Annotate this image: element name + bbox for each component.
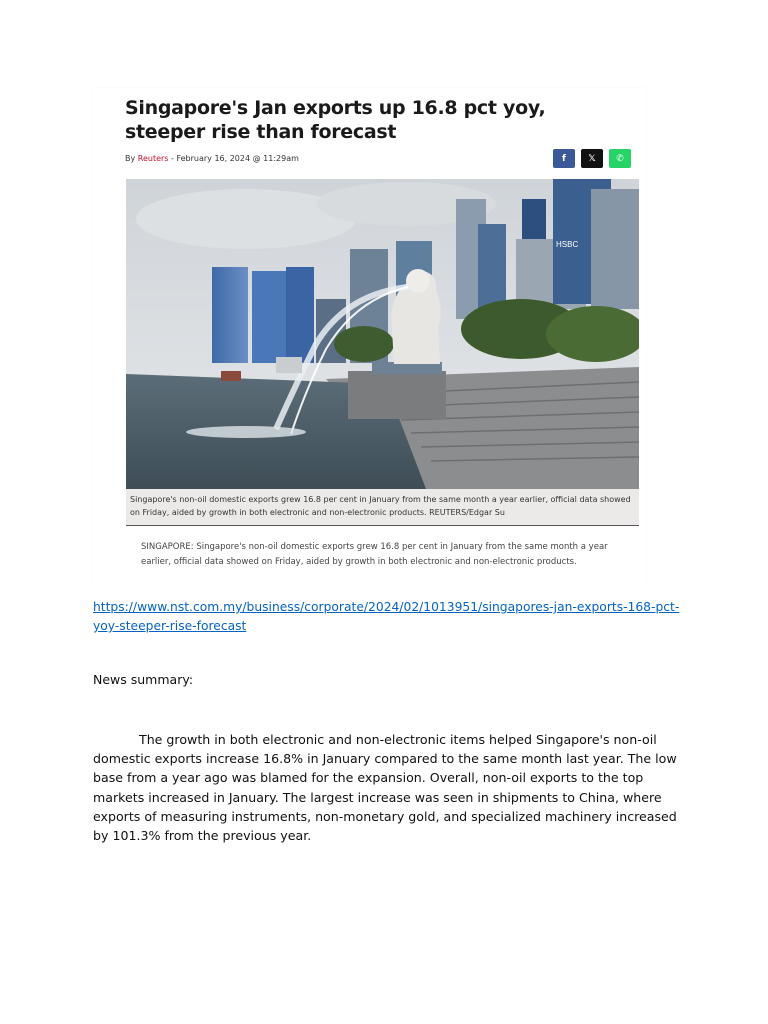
share-buttons xyxy=(553,149,631,168)
whatsapp-icon: ✆ xyxy=(616,153,624,164)
source-link[interactable]: https://www.nst.com.my/business/corporate/2024/02/1013951/singapores-jan-exports-168-pct-yoy-steeper-rise-forecast xyxy=(93,600,680,633)
article-byline xyxy=(125,154,299,163)
article-screenshot xyxy=(93,88,646,588)
x-icon: 𝕏 xyxy=(588,153,596,164)
summary-paragraph: The growth in both electronic and non-electronic items helped Singapore's non-oil domestic exports increase 16.8% in January compared to the same month last year. The low base from a year ago was blamed for the expansion. Overall, non-oil exports to the top markets increased in January. The largest increase was seen in shipments to China, where exports of measuring instruments, non-monetary gold, and specialized machinery increased by 101.3% from the previous year. xyxy=(93,732,677,844)
photo-caption: Singapore's non-oil domestic exports grew 16.8 per cent in January from the same month a year earlier, official data showed on Friday, aided by growth in both electronic and non-electronic products. REUTERS/Edgar Su xyxy=(126,489,639,526)
byline-prefix: By xyxy=(125,154,138,163)
summary-label: News summary: xyxy=(93,672,194,687)
facebook-icon: f xyxy=(562,153,566,164)
whatsapp-share-button[interactable] xyxy=(609,149,631,168)
byline-source: Reuters xyxy=(137,154,169,163)
facebook-share-button[interactable] xyxy=(553,149,575,168)
x-share-button[interactable] xyxy=(581,149,603,168)
article-headline: Singapore's Jan exports up 16.8 pct yoy, steeper rise than forecast xyxy=(125,97,546,143)
article-lead: SINGAPORE: Singapore's non-oil domestic exports grew 16.8 per cent in January from the same month a year earlier, official data showed on Friday, aided by growth in both electronic and non-electronic products. xyxy=(141,542,608,567)
merlion-photo xyxy=(126,179,639,489)
svg-text:HSBC: HSBC xyxy=(556,240,579,249)
byline-date: - February 16, 2024 @ 11:29am xyxy=(168,154,299,163)
